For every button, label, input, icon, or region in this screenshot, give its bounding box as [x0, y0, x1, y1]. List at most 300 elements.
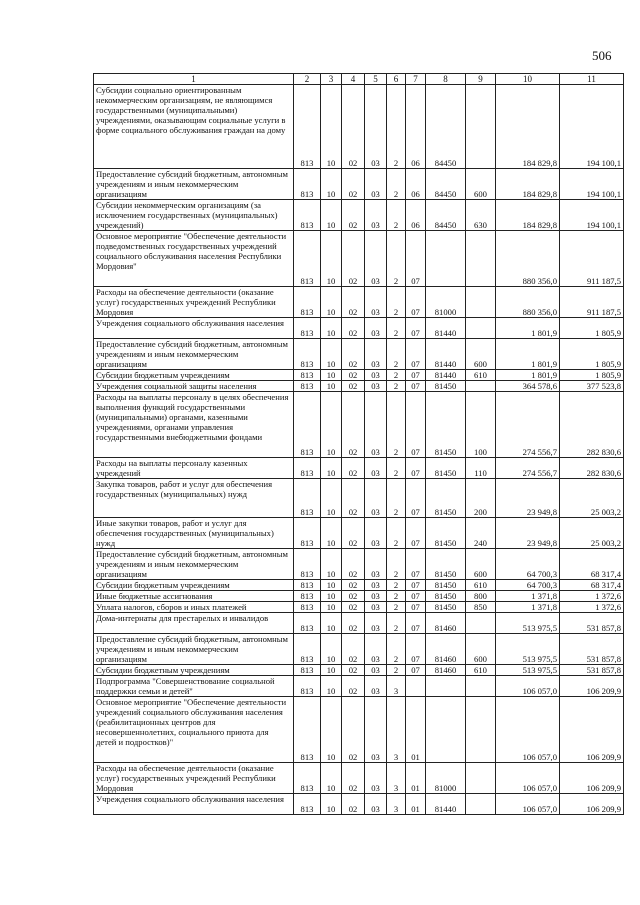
subsection-code: 02: [342, 676, 365, 697]
table-row: [94, 458, 624, 479]
table-row: [94, 763, 624, 794]
activity-code: 07: [406, 231, 426, 287]
section-code: 10: [321, 392, 342, 458]
subsection-code: 02: [342, 318, 365, 339]
expense-type-code: 600: [466, 339, 496, 370]
table-row: [94, 339, 624, 370]
table-row: [94, 665, 624, 676]
amount-year-2: 911 187,5: [560, 231, 624, 287]
program-code: 03: [365, 231, 387, 287]
activity-code: 07: [406, 370, 426, 381]
amount-year-2: 531 857,8: [560, 613, 624, 634]
amount-year-2: 106 209,9: [560, 763, 624, 794]
subprogram-code: 2: [387, 339, 406, 370]
admin-code: 813: [294, 169, 321, 200]
row-name: Субсидии бюджетным учреждениям: [94, 580, 294, 591]
direction-code: 81440: [426, 794, 466, 815]
amount-year-2: 377 523,8: [560, 381, 624, 392]
subsection-code: 02: [342, 231, 365, 287]
admin-code: 813: [294, 591, 321, 602]
section-code: 10: [321, 370, 342, 381]
subsection-code: 02: [342, 381, 365, 392]
subsection-code: 02: [342, 392, 365, 458]
expense-type-code: 800: [466, 591, 496, 602]
table-row: [94, 381, 624, 392]
amount-year-2: 1 372,6: [560, 602, 624, 613]
direction-code: 81450: [426, 479, 466, 518]
subsection-code: 02: [342, 370, 365, 381]
direction-code: 81000: [426, 763, 466, 794]
direction-code: 81450: [426, 602, 466, 613]
amount-year-2: 106 209,9: [560, 676, 624, 697]
amount-year-2: 1 805,9: [560, 370, 624, 381]
row-name: Предоставление субсидий бюджетным, автономным учреждениям и иным некоммерческим организациям: [94, 169, 294, 200]
program-code: 03: [365, 370, 387, 381]
admin-code: 813: [294, 231, 321, 287]
column-header: 8: [426, 74, 466, 85]
program-code: 03: [365, 602, 387, 613]
section-code: 10: [321, 518, 342, 549]
activity-code: 07: [406, 665, 426, 676]
expense-type-code: [466, 85, 496, 169]
direction-code: 81450: [426, 518, 466, 549]
program-code: 03: [365, 518, 387, 549]
amount-year-2: 194 100,1: [560, 169, 624, 200]
expense-type-code: 200: [466, 479, 496, 518]
section-code: 10: [321, 613, 342, 634]
expense-type-code: [466, 613, 496, 634]
activity-code: 07: [406, 339, 426, 370]
amount-year-1: 106 057,0: [496, 794, 560, 815]
admin-code: 813: [294, 479, 321, 518]
table-row: [94, 169, 624, 200]
subsection-code: 02: [342, 665, 365, 676]
column-header: 4: [342, 74, 365, 85]
subsection-code: 02: [342, 697, 365, 763]
row-name: Иные закупки товаров, работ и услуг для обеспечения государственных (муниципальных) нужд: [94, 518, 294, 549]
activity-code: [406, 676, 426, 697]
program-code: 03: [365, 697, 387, 763]
subsection-code: 02: [342, 458, 365, 479]
expense-type-code: [466, 231, 496, 287]
program-code: 03: [365, 392, 387, 458]
direction-code: 81440: [426, 339, 466, 370]
program-code: 03: [365, 339, 387, 370]
amount-year-1: 1 801,9: [496, 370, 560, 381]
subprogram-code: 2: [387, 613, 406, 634]
direction-code: 81440: [426, 318, 466, 339]
admin-code: 813: [294, 200, 321, 231]
amount-year-1: 106 057,0: [496, 697, 560, 763]
activity-code: 07: [406, 602, 426, 613]
amount-year-2: 1 805,9: [560, 318, 624, 339]
subsection-code: 02: [342, 169, 365, 200]
row-name: Расходы на обеспечение деятельности (оказание услуг) государственных учреждений Республики Мордовия: [94, 287, 294, 318]
amount-year-1: 184 829,8: [496, 169, 560, 200]
subsection-code: 02: [342, 479, 365, 518]
row-name: Основное мероприятие "Обеспечение деятельности учреждений социального обслуживания населения (реабилитационных центров для несовершеннолетних, социального приюта для детей и подростков)": [94, 697, 294, 763]
direction-code: 81450: [426, 381, 466, 392]
column-header: 1: [94, 74, 294, 85]
table-row: [94, 518, 624, 549]
row-name: Дома-интернаты для престарелых и инвалидов: [94, 613, 294, 634]
subsection-code: 02: [342, 287, 365, 318]
activity-code: 07: [406, 287, 426, 318]
admin-code: 813: [294, 318, 321, 339]
direction-code: 81450: [426, 458, 466, 479]
amount-year-2: 282 830,6: [560, 458, 624, 479]
row-name: Субсидии некоммерческим организациям (за исключением государственных (муниципальных) учреждений): [94, 200, 294, 231]
admin-code: 813: [294, 634, 321, 665]
subprogram-code: 2: [387, 549, 406, 580]
program-code: 03: [365, 665, 387, 676]
amount-year-1: 274 556,7: [496, 458, 560, 479]
row-name: Учреждения социальной защиты населения: [94, 381, 294, 392]
subprogram-code: 2: [387, 318, 406, 339]
amount-year-1: 880 356,0: [496, 287, 560, 318]
table-row: [94, 676, 624, 697]
row-name: Расходы на выплаты персоналу в целях обеспечения выполнения функций государственными (муниципальными) органами, казенными учреждениями, органами управления государственными внебюджетными фондами: [94, 392, 294, 458]
section-code: 10: [321, 200, 342, 231]
row-name: Субсидии бюджетным учреждениям: [94, 665, 294, 676]
activity-code: 01: [406, 794, 426, 815]
program-code: 03: [365, 318, 387, 339]
amount-year-2: 25 003,2: [560, 518, 624, 549]
table-row: [94, 580, 624, 591]
amount-year-2: 194 100,1: [560, 200, 624, 231]
table-row: [94, 200, 624, 231]
activity-code: 06: [406, 200, 426, 231]
row-name: Предоставление субсидий бюджетным, автономным учреждениям и иным некоммерческим организациям: [94, 339, 294, 370]
admin-code: 813: [294, 518, 321, 549]
row-name: Субсидии бюджетным учреждениям: [94, 370, 294, 381]
table-row: [94, 370, 624, 381]
row-name: Уплата налогов, сборов и иных платежей: [94, 602, 294, 613]
amount-year-1: 23 949,8: [496, 518, 560, 549]
section-code: 10: [321, 287, 342, 318]
program-code: 03: [365, 381, 387, 392]
subsection-code: 02: [342, 613, 365, 634]
expense-type-code: 110: [466, 458, 496, 479]
subsection-code: 02: [342, 602, 365, 613]
table-row: [94, 634, 624, 665]
admin-code: 813: [294, 580, 321, 591]
activity-code: 01: [406, 697, 426, 763]
amount-year-2: 68 317,4: [560, 549, 624, 580]
section-code: 10: [321, 549, 342, 580]
amount-year-1: 364 578,6: [496, 381, 560, 392]
admin-code: 813: [294, 549, 321, 580]
expense-type-code: [466, 763, 496, 794]
program-code: 03: [365, 85, 387, 169]
column-header: 5: [365, 74, 387, 85]
direction-code: 84450: [426, 85, 466, 169]
expense-type-code: [466, 676, 496, 697]
admin-code: 813: [294, 665, 321, 676]
activity-code: 01: [406, 763, 426, 794]
row-name: Учреждения социального обслуживания населения: [94, 794, 294, 815]
program-code: 03: [365, 479, 387, 518]
direction-code: [426, 231, 466, 287]
subprogram-code: 2: [387, 231, 406, 287]
direction-code: [426, 697, 466, 763]
page-number: 506: [592, 48, 612, 63]
subprogram-code: 2: [387, 591, 406, 602]
admin-code: 813: [294, 339, 321, 370]
section-code: 10: [321, 591, 342, 602]
direction-code: [426, 676, 466, 697]
direction-code: 81460: [426, 634, 466, 665]
program-code: 03: [365, 613, 387, 634]
subprogram-code: 2: [387, 287, 406, 318]
direction-code: 81460: [426, 665, 466, 676]
amount-year-1: 1 801,9: [496, 318, 560, 339]
activity-code: 07: [406, 549, 426, 580]
amount-year-1: 106 057,0: [496, 763, 560, 794]
subprogram-code: 2: [387, 479, 406, 518]
table-row: [94, 287, 624, 318]
table-row: [94, 697, 624, 763]
section-code: 10: [321, 665, 342, 676]
admin-code: 813: [294, 370, 321, 381]
amount-year-1: 184 829,8: [496, 85, 560, 169]
section-code: 10: [321, 85, 342, 169]
section-code: 10: [321, 458, 342, 479]
amount-year-2: 106 209,9: [560, 697, 624, 763]
amount-year-2: 106 209,9: [560, 794, 624, 815]
amount-year-2: 68 317,4: [560, 580, 624, 591]
amount-year-1: 513 975,5: [496, 613, 560, 634]
program-code: 03: [365, 287, 387, 318]
activity-code: 07: [406, 318, 426, 339]
row-name: Расходы на обеспечение деятельности (оказание услуг) государственных учреждений Республики Мордовия: [94, 763, 294, 794]
subsection-code: 02: [342, 763, 365, 794]
section-code: 10: [321, 231, 342, 287]
program-code: 03: [365, 763, 387, 794]
subprogram-code: 2: [387, 85, 406, 169]
subprogram-code: 2: [387, 169, 406, 200]
subprogram-code: 2: [387, 200, 406, 231]
amount-year-2: 282 830,6: [560, 392, 624, 458]
expense-type-code: [466, 381, 496, 392]
row-name: Основное мероприятие "Обеспечение деятельности подведомственных государственных учреждений социального обслуживания населения Республики Мордовия": [94, 231, 294, 287]
amount-year-1: 274 556,7: [496, 392, 560, 458]
direction-code: 84450: [426, 169, 466, 200]
table-row: [94, 591, 624, 602]
expense-type-code: [466, 794, 496, 815]
subsection-code: 02: [342, 794, 365, 815]
activity-code: 06: [406, 169, 426, 200]
amount-year-1: 1 371,8: [496, 602, 560, 613]
section-code: 10: [321, 169, 342, 200]
section-code: 10: [321, 676, 342, 697]
admin-code: 813: [294, 458, 321, 479]
program-code: 03: [365, 169, 387, 200]
column-header: 9: [466, 74, 496, 85]
column-header: 3: [321, 74, 342, 85]
table-row: [94, 549, 624, 580]
expense-type-code: 610: [466, 665, 496, 676]
row-name: Субсидии социально ориентированным некоммерческим организациям, не являющимся государственными (муниципальными) учреждениями, оказывающим социальные услуги в форме социального обслуживания граждан на дому: [94, 85, 294, 169]
subprogram-code: 2: [387, 381, 406, 392]
amount-year-1: 1 371,8: [496, 591, 560, 602]
admin-code: 813: [294, 794, 321, 815]
subprogram-code: 2: [387, 392, 406, 458]
section-code: 10: [321, 794, 342, 815]
amount-year-1: 23 949,8: [496, 479, 560, 518]
amount-year-1: 1 801,9: [496, 339, 560, 370]
expense-type-code: [466, 697, 496, 763]
subprogram-code: 2: [387, 580, 406, 591]
expense-type-code: [466, 318, 496, 339]
amount-year-1: 513 975,5: [496, 665, 560, 676]
admin-code: 813: [294, 381, 321, 392]
section-code: 10: [321, 763, 342, 794]
table-body: [94, 85, 624, 815]
row-name: Подпрограмма "Совершенствование социальной поддержки семьи и детей": [94, 676, 294, 697]
expense-type-code: 630: [466, 200, 496, 231]
program-code: 03: [365, 591, 387, 602]
row-name: Предоставление субсидий бюджетным, автономным учреждениям и иным некоммерческим организациям: [94, 634, 294, 665]
activity-code: 07: [406, 613, 426, 634]
row-name: Иные бюджетные ассигнования: [94, 591, 294, 602]
table-row: [94, 392, 624, 458]
amount-year-2: 1 805,9: [560, 339, 624, 370]
section-code: 10: [321, 602, 342, 613]
subsection-code: 02: [342, 85, 365, 169]
activity-code: 07: [406, 392, 426, 458]
admin-code: 813: [294, 85, 321, 169]
amount-year-2: 911 187,5: [560, 287, 624, 318]
subprogram-code: 3: [387, 794, 406, 815]
column-header: 7: [406, 74, 426, 85]
section-code: 10: [321, 339, 342, 370]
column-header: 2: [294, 74, 321, 85]
column-header: 11: [560, 74, 624, 85]
program-code: 03: [365, 549, 387, 580]
program-code: 03: [365, 200, 387, 231]
direction-code: 81450: [426, 549, 466, 580]
activity-code: 07: [406, 634, 426, 665]
program-code: 03: [365, 458, 387, 479]
subsection-code: 02: [342, 580, 365, 591]
expense-type-code: 850: [466, 602, 496, 613]
expense-type-code: 610: [466, 370, 496, 381]
section-code: 10: [321, 697, 342, 763]
budget-table: [93, 73, 624, 815]
table-header-row: [94, 74, 624, 85]
section-code: 10: [321, 318, 342, 339]
subsection-code: 02: [342, 549, 365, 580]
subprogram-code: 2: [387, 665, 406, 676]
table-row: [94, 318, 624, 339]
activity-code: 07: [406, 580, 426, 591]
expense-type-code: 100: [466, 392, 496, 458]
table-row: [94, 231, 624, 287]
section-code: 10: [321, 381, 342, 392]
direction-code: 81450: [426, 591, 466, 602]
subprogram-code: 2: [387, 458, 406, 479]
amount-year-2: 531 857,8: [560, 665, 624, 676]
subsection-code: 02: [342, 591, 365, 602]
amount-year-1: 880 356,0: [496, 231, 560, 287]
subprogram-code: 3: [387, 676, 406, 697]
program-code: 03: [365, 580, 387, 591]
section-code: 10: [321, 634, 342, 665]
amount-year-2: 1 372,6: [560, 591, 624, 602]
expense-type-code: 240: [466, 518, 496, 549]
subsection-code: 02: [342, 339, 365, 370]
direction-code: 81450: [426, 580, 466, 591]
activity-code: 07: [406, 458, 426, 479]
subprogram-code: 2: [387, 370, 406, 381]
subprogram-code: 2: [387, 634, 406, 665]
section-code: 10: [321, 479, 342, 518]
admin-code: 813: [294, 676, 321, 697]
direction-code: 81460: [426, 613, 466, 634]
expense-type-code: [466, 287, 496, 318]
amount-year-1: 513 975,5: [496, 634, 560, 665]
row-name: Закупка товаров, работ и услуг для обеспечения государственных (муниципальных) нужд: [94, 479, 294, 518]
row-name: Расходы на выплаты персоналу казенных учреждений: [94, 458, 294, 479]
amount-year-1: 64 700,3: [496, 549, 560, 580]
column-header: 10: [496, 74, 560, 85]
program-code: 03: [365, 634, 387, 665]
amount-year-1: 184 829,8: [496, 200, 560, 231]
activity-code: 07: [406, 518, 426, 549]
activity-code: 06: [406, 85, 426, 169]
direction-code: 81000: [426, 287, 466, 318]
section-code: 10: [321, 580, 342, 591]
table-row: [94, 794, 624, 815]
activity-code: 07: [406, 591, 426, 602]
expense-type-code: 610: [466, 580, 496, 591]
column-header: 6: [387, 74, 406, 85]
subprogram-code: 2: [387, 602, 406, 613]
direction-code: 81450: [426, 392, 466, 458]
amount-year-2: 531 857,8: [560, 634, 624, 665]
row-name: Учреждения социального обслуживания населения: [94, 318, 294, 339]
subprogram-code: 2: [387, 518, 406, 549]
amount-year-2: 194 100,1: [560, 85, 624, 169]
table-row: [94, 85, 624, 169]
expense-type-code: 600: [466, 634, 496, 665]
amount-year-1: 106 057,0: [496, 676, 560, 697]
amount-year-1: 64 700,3: [496, 580, 560, 591]
subsection-code: 02: [342, 518, 365, 549]
admin-code: 813: [294, 613, 321, 634]
table-row: [94, 602, 624, 613]
admin-code: 813: [294, 287, 321, 318]
subsection-code: 02: [342, 634, 365, 665]
row-name: Предоставление субсидий бюджетным, автономным учреждениям и иным некоммерческим организациям: [94, 549, 294, 580]
direction-code: 81440: [426, 370, 466, 381]
admin-code: 813: [294, 392, 321, 458]
expense-type-code: 600: [466, 169, 496, 200]
amount-year-2: 25 003,2: [560, 479, 624, 518]
program-code: 03: [365, 794, 387, 815]
admin-code: 813: [294, 697, 321, 763]
subsection-code: 02: [342, 200, 365, 231]
activity-code: 07: [406, 381, 426, 392]
table-row: [94, 613, 624, 634]
program-code: 03: [365, 676, 387, 697]
admin-code: 813: [294, 602, 321, 613]
admin-code: 813: [294, 763, 321, 794]
table-row: [94, 479, 624, 518]
subprogram-code: 3: [387, 697, 406, 763]
expense-type-code: 600: [466, 549, 496, 580]
